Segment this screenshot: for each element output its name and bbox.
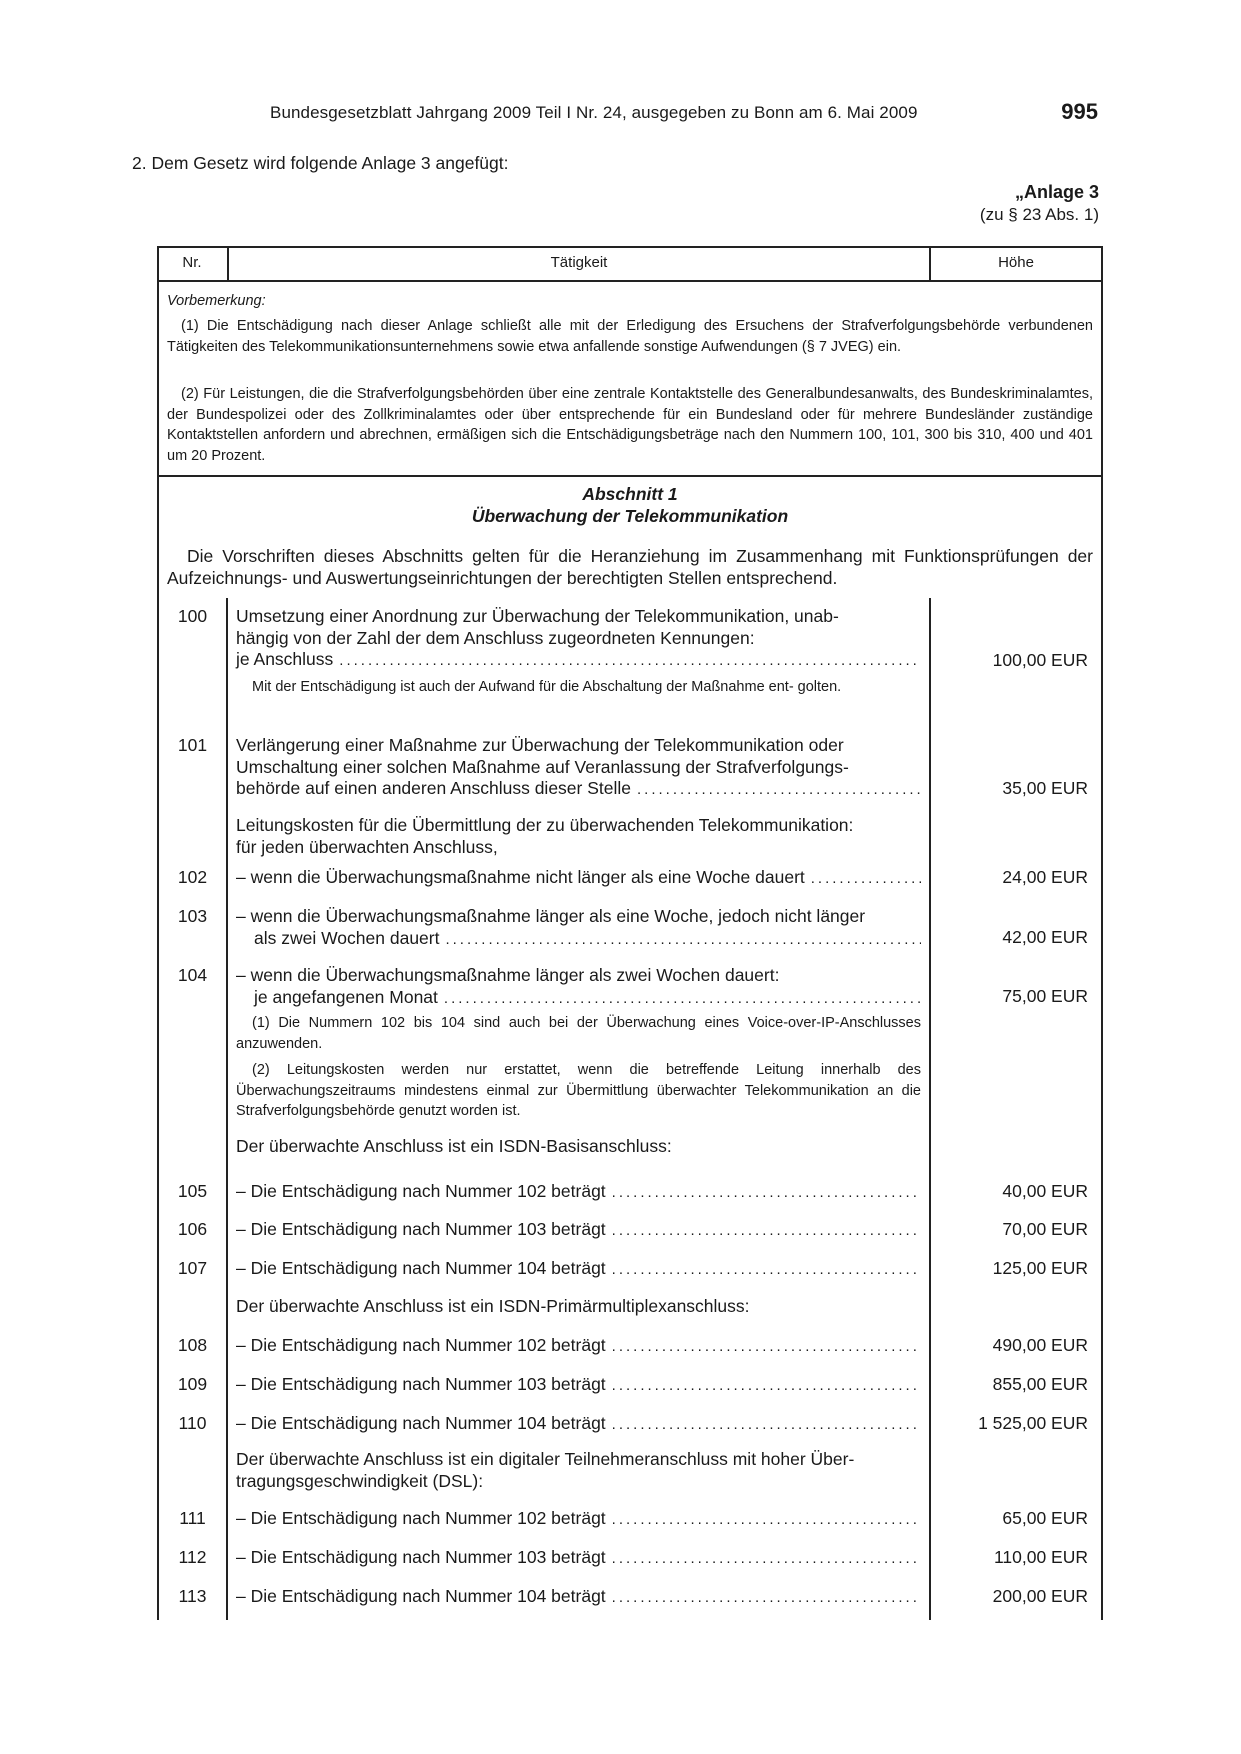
dot-leader (445, 929, 921, 951)
leitungskosten-line-1: Leitungskosten für die Übermittlung der zu überwachenden Telekommunikation: (236, 815, 854, 835)
dot-leader (612, 1587, 921, 1609)
item-number-109: 109 (177, 1374, 208, 1394)
leitungskosten-intro (236, 815, 921, 858)
item-101-line-3: behörde auf einen anderen Anschluss dieser Stelle (236, 778, 631, 798)
amount-101: 35,00 EUR (1002, 778, 1088, 798)
column-header-taetigkeit: Tätigkeit (550, 254, 608, 271)
item-text-107 (236, 1258, 921, 1281)
item-101-line-2: Umschaltung einer solchen Maßnahme auf Veranlassung der Strafverfolgungs- (236, 756, 849, 777)
amount-108: 490,00 EUR (992, 1335, 1088, 1355)
item-111-text: – Die Entschädigung nach Nummer 102 beträgt (236, 1508, 606, 1528)
dot-leader (612, 1509, 921, 1531)
item-110-text: – Die Entschädigung nach Nummer 104 beträgt (236, 1413, 606, 1433)
section-title: Überwachung der Telekommunikation (471, 506, 789, 526)
dot-leader (612, 1548, 921, 1570)
item-104-line-2: je angefangenen Monat (254, 986, 438, 1007)
item-105-text: – Die Entschädigung nach Nummer 102 beträgt (236, 1181, 606, 1201)
dsl-heading-line-2: tragungsgeschwindigkeit (DSL): (236, 1470, 484, 1491)
item-103-line-2: als zwei Wochen dauert (254, 927, 440, 948)
dot-leader (612, 1336, 921, 1358)
dot-leader (339, 650, 921, 672)
amount-109: 855,00 EUR (992, 1374, 1088, 1394)
item-number-107: 107 (177, 1258, 208, 1278)
item-number-104: 104 (177, 965, 208, 985)
item-number-108: 108 (177, 1335, 208, 1355)
item-text-104 (236, 965, 921, 1009)
item-103-line-1: – wenn die Überwachungsmaßnahme länger als eine Woche, jedoch nicht länger (236, 906, 866, 926)
note-104-2: (2) Leitungskosten werden nur erstattet, wenn die betreffende Leitung innerhalb des Überwachungszeitraums mindestens einmal zur Übermittlung überwachter Telekommunikation an die Strafverfolgungsbehörde genutzt worden ist. (236, 1062, 921, 1119)
leitungskosten-line-2: für jeden überwachten Anschluss, (236, 836, 498, 857)
item-113-text: – Die Entschädigung nach Nummer 104 beträgt (236, 1586, 606, 1606)
item-text-101 (236, 735, 921, 801)
column-divider-left (226, 598, 228, 1620)
amount-100: 100,00 EUR (992, 650, 1088, 670)
dot-leader (612, 1259, 921, 1281)
table-header-row (157, 246, 1103, 282)
amount-112: 110,00 EUR (993, 1547, 1088, 1567)
item-101-dotline (236, 778, 921, 801)
item-104-line-1: – wenn die Überwachungsmaßnahme länger als zwei Wochen dauert: (236, 965, 780, 985)
section-divider (157, 475, 1103, 477)
amount-104: 75,00 EUR (1002, 986, 1088, 1006)
column-header-nr: Nr. (182, 254, 202, 271)
item-text-108 (236, 1335, 921, 1358)
section-label: Abschnitt 1 (582, 484, 678, 504)
item-text-109 (236, 1374, 921, 1397)
column-header-hoehe: Höhe (998, 254, 1034, 271)
item-104-dotline (236, 987, 921, 1010)
amount-102: 24,00 EUR (1002, 867, 1088, 887)
item-text-111 (236, 1508, 921, 1531)
amount-113: 200,00 EUR (992, 1586, 1088, 1606)
item-text-112 (236, 1547, 921, 1570)
dsl-heading (236, 1449, 921, 1492)
note-100: Mit der Entschädigung ist auch der Aufwand für die Abschaltung der Maßnahme ent- golten. (252, 679, 842, 695)
item-109-text: – Die Entschädigung nach Nummer 103 beträgt (236, 1374, 606, 1394)
dot-leader (444, 988, 921, 1010)
item-text-100 (236, 606, 921, 672)
isdn-basis-heading: Der überwachte Anschluss ist ein ISDN-Basisanschluss: (236, 1136, 672, 1156)
section-intro: Die Vorschriften dieses Abschnitts gelten für die Heranziehung im Zusammenhang mit Funktionsprüfungen der Aufzeichnungs- und Auswertungseinrichtungen der berechtigten Stellen entsprechend. (167, 546, 1093, 588)
item-number-101: 101 (177, 735, 208, 755)
item-number-100: 100 (177, 606, 208, 626)
item-100-dotline (236, 649, 921, 672)
isdn-primaer-heading: Der überwachte Anschluss ist ein ISDN-Primärmultiplexanschluss: (236, 1296, 750, 1316)
amount-110: 1 525,00 EUR (978, 1413, 1088, 1433)
item-number-106: 106 (177, 1219, 208, 1239)
item-number-111: 111 (179, 1508, 206, 1528)
dot-leader (612, 1220, 921, 1242)
dot-leader (612, 1182, 921, 1204)
item-text-105 (236, 1181, 921, 1204)
item-text-113 (236, 1586, 921, 1609)
item-106-text: – Die Entschädigung nach Nummer 103 beträgt (236, 1219, 606, 1239)
dot-leader (637, 779, 921, 801)
item-number-103: 103 (177, 906, 208, 926)
amount-106: 70,00 EUR (1002, 1219, 1088, 1239)
item-text-106 (236, 1219, 921, 1242)
item-text-110 (236, 1413, 921, 1436)
item-100-line-3: je Anschluss (236, 649, 334, 669)
intro-text: 2. Dem Gesetz wird folgende Anlage 3 angefügt: (132, 153, 509, 173)
amount-107: 125,00 EUR (992, 1258, 1088, 1278)
dsl-heading-line-1: Der überwachte Anschluss ist ein digitaler Teilnehmeranschluss mit hoher Über- (236, 1449, 855, 1469)
note-104-1: (1) Die Nummern 102 bis 104 sind auch bei der Überwachung eines Voice-over-IP-Anschlusses anzuwenden. (236, 1015, 921, 1052)
item-number-105: 105 (177, 1181, 208, 1201)
running-header: Bundesgesetzblatt Jahrgang 2009 Teil I Nr. 24, ausgegeben zu Bonn am 6. Mai 2009 (270, 103, 918, 122)
column-divider-right (929, 598, 931, 1620)
page-number: 995 (1061, 99, 1098, 124)
amount-105: 40,00 EUR (1002, 1181, 1088, 1201)
dot-leader (612, 1375, 921, 1397)
amount-111: 65,00 EUR (1002, 1508, 1088, 1528)
anlage-subtitle: (zu § 23 Abs. 1) (979, 205, 1099, 224)
item-100-line-1: Umsetzung einer Anordnung zur Überwachung der Telekommunikation, unab- (236, 606, 839, 626)
item-102-text: – wenn die Überwachungsmaßnahme nicht länger als eine Woche dauert (236, 867, 805, 887)
item-number-112: 112 (178, 1547, 207, 1567)
vorbemerkung-paragraph-1: (1) Die Entschädigung nach dieser Anlage schließt alle mit der Erledigung des Ersuchens der Strafverfolgungsbehörde verbundenen Tätigkeiten des Telekommunikationsunternehmens sowie etwa anfallende sonstige Aufwendungen (§ 7 JVEG) ein. (167, 318, 1093, 355)
item-text-102 (236, 867, 921, 890)
item-number-102: 102 (177, 867, 208, 887)
item-108-text: – Die Entschädigung nach Nummer 102 beträgt (236, 1335, 606, 1355)
item-101-line-1: Verlängerung einer Maßnahme zur Überwachung der Telekommunikation oder (236, 735, 844, 755)
vorbemerkung-paragraph-2: (2) Für Leistungen, die die Strafverfolgungsbehörden über eine zentrale Kontaktstelle des Generalbundesanwalts, des Bundeskriminalamtes, der Bundespolizei oder des Zollkriminalamtes oder über entsprechende für ein Bundesland oder für mehrere Bundesländer zuständige Kontaktstellen anfordern und abrechnen, ermäßigen sich die Entschädigungsbeträge nach den Nummern 100, 101, 300 bis 310, 400 und 401 um 20 Prozent. (167, 386, 1093, 464)
dot-leader (612, 1414, 921, 1436)
vorbemerkung-label: Vorbemerkung: (167, 293, 266, 309)
item-number-110: 110 (178, 1413, 207, 1433)
item-107-text: – Die Entschädigung nach Nummer 104 beträgt (236, 1258, 606, 1278)
anlage-title: „Anlage 3 (1014, 182, 1099, 202)
item-100-line-2: hängig von der Zahl der dem Anschluss zugeordneten Kennungen: (236, 627, 755, 648)
dot-leader (811, 868, 921, 890)
item-103-dotline (236, 928, 921, 951)
item-text-103 (236, 906, 921, 950)
item-number-113: 113 (178, 1586, 207, 1606)
amount-103: 42,00 EUR (1002, 927, 1088, 947)
item-112-text: – Die Entschädigung nach Nummer 103 beträgt (236, 1547, 606, 1567)
